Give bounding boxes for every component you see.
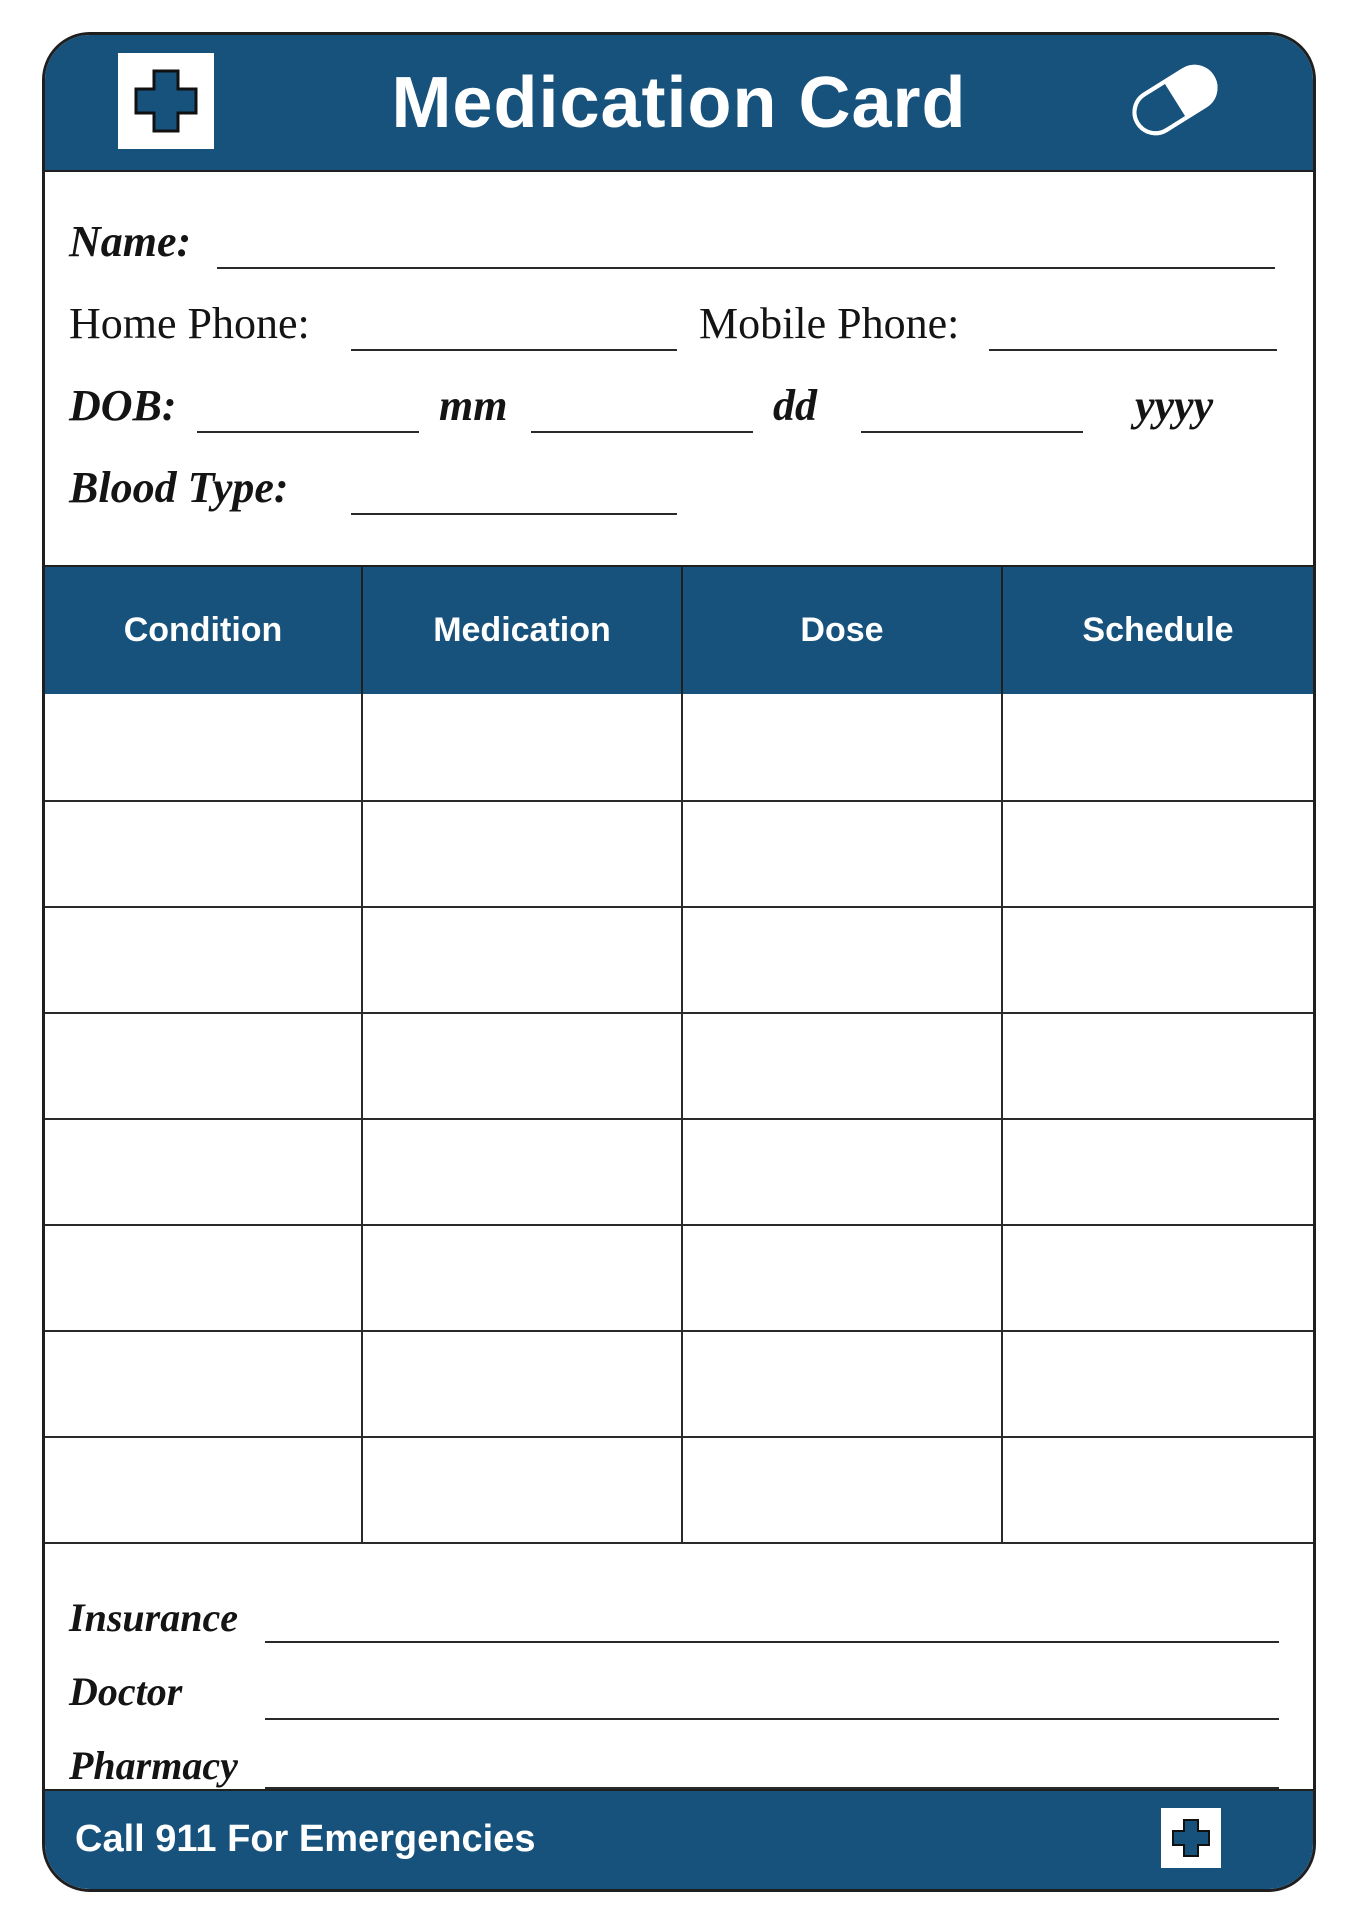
capsule-icon: [1125, 55, 1225, 145]
name-field[interactable]: [217, 267, 1275, 269]
doctor-label: Doctor: [69, 1669, 183, 1714]
footer-logo: [1161, 1808, 1221, 1868]
table-cell-condition[interactable]: [45, 694, 362, 800]
table-cell-schedule[interactable]: [1002, 800, 1313, 906]
home-phone-field[interactable]: [351, 349, 677, 351]
table-cell-condition[interactable]: [45, 1224, 362, 1330]
table-cell-condition[interactable]: [45, 906, 362, 1012]
dob-dd-label: dd: [773, 381, 817, 430]
table-cell-dose[interactable]: [682, 1118, 1002, 1224]
column-header-condition: Condition: [123, 611, 283, 649]
doctor-field[interactable]: [265, 1718, 1279, 1720]
medical-cross-icon: [1161, 1808, 1221, 1868]
table-column-divider: [361, 694, 363, 1542]
insurance-field[interactable]: [265, 1641, 1279, 1643]
medication-card: [42, 32, 1316, 1892]
dob-label: DOB:: [69, 381, 177, 430]
table-column-divider: [681, 694, 683, 1542]
table-cell-medication[interactable]: [362, 1436, 682, 1542]
table-cell-schedule[interactable]: [1002, 694, 1313, 800]
insurance-label: Insurance: [69, 1595, 238, 1640]
table-cell-dose[interactable]: [682, 1436, 1002, 1542]
dob-day-field[interactable]: [531, 431, 753, 433]
table-cell-dose[interactable]: [682, 694, 1002, 800]
mobile-phone-label: Mobile Phone:: [699, 299, 960, 348]
table-cell-schedule[interactable]: [1002, 1012, 1313, 1118]
table-cell-dose[interactable]: [682, 906, 1002, 1012]
dob-month-field[interactable]: [197, 431, 419, 433]
blood-type-field[interactable]: [351, 513, 677, 515]
dob-year-field[interactable]: [861, 431, 1083, 433]
table-column-divider: [1001, 694, 1003, 1542]
table-cell-medication[interactable]: [362, 906, 682, 1012]
blood-type-label: Blood Type:: [69, 463, 289, 512]
pharmacy-label: Pharmacy: [69, 1743, 238, 1788]
card-header: [45, 35, 1313, 172]
card-footer: [45, 1789, 1313, 1889]
home-phone-label: Home Phone:: [69, 299, 310, 348]
table-cell-schedule[interactable]: [1002, 1330, 1313, 1436]
table-cell-medication[interactable]: [362, 1012, 682, 1118]
table-cell-dose[interactable]: [682, 1012, 1002, 1118]
emergency-notice: Call 911 For Emergencies: [75, 1818, 536, 1860]
table-cell-condition[interactable]: [45, 1330, 362, 1436]
name-label: Name:: [69, 217, 192, 266]
table-cell-schedule[interactable]: [1002, 1436, 1313, 1542]
table-cell-dose[interactable]: [682, 1330, 1002, 1436]
mobile-phone-field[interactable]: [989, 349, 1277, 351]
dob-mm-label: mm: [439, 381, 508, 430]
column-header-medication: Medication: [433, 611, 611, 649]
table-cell-medication[interactable]: [362, 1118, 682, 1224]
table-cell-dose[interactable]: [682, 1224, 1002, 1330]
table-cell-schedule[interactable]: [1002, 906, 1313, 1012]
column-header-schedule: Schedule: [1082, 611, 1234, 649]
table-cell-schedule[interactable]: [1002, 1118, 1313, 1224]
table-cell-schedule[interactable]: [1002, 1224, 1313, 1330]
medication-table-header: [45, 565, 1313, 694]
table-cell-condition[interactable]: [45, 1012, 362, 1118]
table-cell-medication[interactable]: [362, 800, 682, 906]
table-cell-medication[interactable]: [362, 694, 682, 800]
dob-yyyy-label: yyyy: [1135, 381, 1214, 430]
table-cell-condition[interactable]: [45, 800, 362, 906]
table-cell-medication[interactable]: [362, 1330, 682, 1436]
table-row-divider: [45, 1542, 1313, 1544]
table-cell-condition[interactable]: [45, 1118, 362, 1224]
table-cell-dose[interactable]: [682, 800, 1002, 906]
table-cell-condition[interactable]: [45, 1436, 362, 1542]
column-header-dose: Dose: [800, 611, 884, 649]
page-title: Medication Card: [391, 63, 967, 143]
table-cell-medication[interactable]: [362, 1224, 682, 1330]
